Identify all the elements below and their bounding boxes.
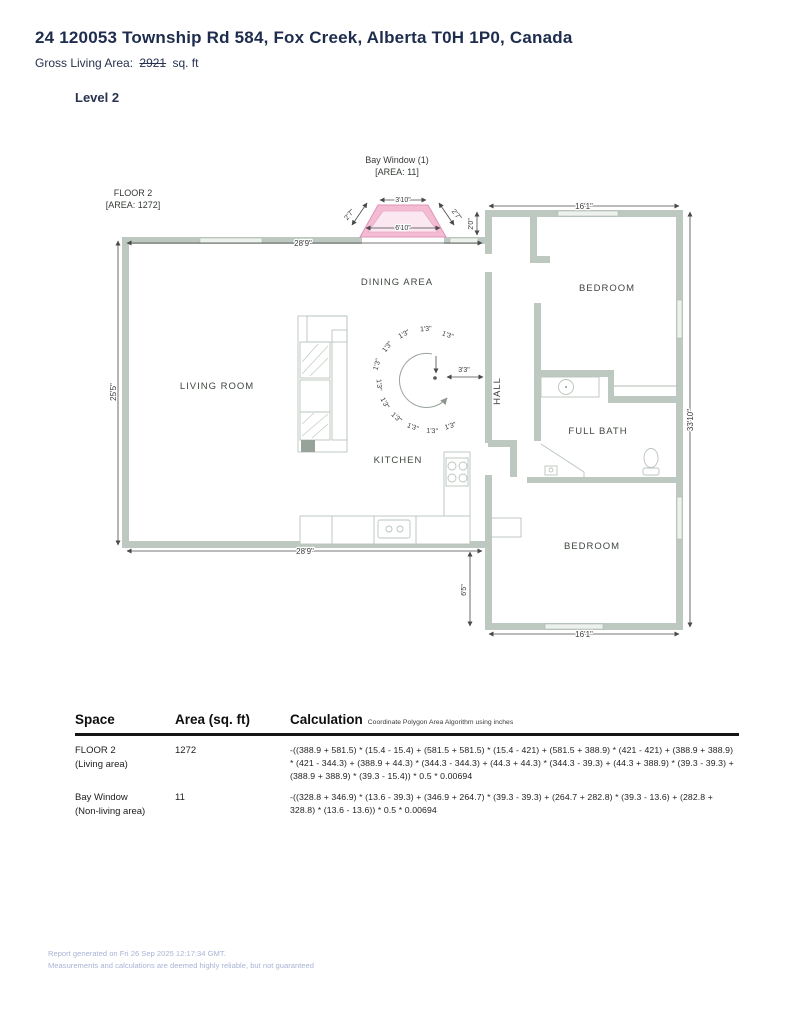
footer-generated-line: Report generated on Fri 26 Sep 2025 12:17:34 GMT. [48, 949, 226, 958]
floor-area-label-line2: [AREA: 1272] [105, 200, 161, 210]
room-labels [180, 277, 635, 552]
calc-table-header [75, 712, 739, 736]
room-label-hall: HALL [492, 377, 503, 405]
table-row-bay-window [75, 783, 739, 819]
room-label-full-bath: FULL BATH [568, 426, 628, 437]
calculation-formula: -((328.8 + 346.9) * (13.6 - 39.3) + (346.9 + 264.7) * (39.3 - 39.3) + (264.7 + 282.8) * (39.3 - 13.6) + (282.8 + 328.8) * (13.6 - 13.6)) * 0.5 * 0.00694 [290, 792, 713, 816]
gross-living-label: Gross Living Area: [35, 56, 134, 70]
col-header-calculation: Calculation [290, 712, 363, 727]
floor-area-label-line1: FLOOR 2 [113, 188, 153, 198]
plan-annotations [106, 155, 429, 210]
dim-stair-step: 1'3" [374, 378, 383, 391]
dim-stair-step: 1'3" [381, 340, 395, 354]
dim-stair-step: 1'3" [440, 330, 455, 341]
space-type: (Living area) [75, 758, 128, 770]
room-label-living: LIVING ROOM [179, 381, 255, 392]
dim-bay-right: 2'7" [449, 208, 463, 222]
room-label-kitchen: KITCHEN [373, 455, 423, 466]
calc-table [75, 712, 739, 819]
dim-stair-step: 1'3" [389, 411, 403, 425]
room-label-dining: DINING AREA [360, 277, 434, 288]
space-name: FLOOR 2 [75, 745, 116, 756]
report-footer [48, 948, 314, 972]
dim-bay-top: 3'10" [395, 197, 411, 204]
dim-stair-step: 1'3" [443, 421, 458, 432]
window-segments [200, 211, 682, 629]
page-title: 24 120053 Township Rd 584, Fox Creek, Alberta T0H 1P0, Canada [35, 28, 573, 47]
dim-stair-step: 1'3" [405, 422, 420, 434]
dim-stair-step: 1'3" [397, 328, 412, 341]
dim-offset-bottom: 6'5" [461, 584, 468, 596]
dim-stair-to-wall: 3'3" [458, 367, 470, 374]
bay-window-shape [360, 205, 446, 237]
col-header-area: Area (sq. ft) [175, 712, 251, 727]
spiral-staircase [373, 326, 483, 436]
toilet [644, 449, 658, 468]
dim-offset-top: 2'0" [468, 218, 475, 230]
gross-living-value: 2921 [139, 56, 167, 70]
fireplace-unit [298, 316, 347, 452]
dim-wing-right: 33'10" [686, 408, 695, 432]
walls [122, 210, 683, 630]
calculation-method-note: Coordinate Polygon Area Algorithm using inches [367, 719, 514, 726]
space-name: Bay Window [75, 792, 128, 804]
gross-living-unit: sq. ft [172, 56, 199, 70]
space-type: (Non-living area) [75, 805, 146, 817]
dim-stair-step: 1'3" [378, 396, 391, 411]
dim-main-top: 28'9" [294, 239, 312, 248]
room-label-bedroom-top: BEDROOM [578, 283, 636, 294]
dim-main-left: 25'5" [109, 383, 118, 401]
dim-stair-step: 1'3" [426, 427, 439, 436]
calculation-formula: -((388.9 + 581.5) * (15.4 - 15.4) + (581.5 + 581.5) * (15.4 - 421) + (581.5 + 388.9) * (421 - 421) + (388.9 + 388.9) * (421 - 344.3) + (388.9 + 44.3) * (344.3 - 344.3) + (44.3 + 44.3) * (344.3 - 39.3) + (44.3 + 388.9) * (39.3 - 39.3) + (388.9 + 388.9) * (39.3 - 15.4)) * 0.5 * 0.00694 [290, 745, 734, 782]
dim-bay-left: 2'7" [343, 208, 357, 222]
shower-wall [541, 444, 584, 472]
col-header-space: Space [75, 712, 115, 727]
bath-vanity [541, 377, 599, 397]
table-row-floor2 [75, 736, 739, 783]
area-value: 1272 [175, 745, 197, 756]
dim-wing-top: 16'1" [575, 202, 593, 211]
bay-window-label-line1: Bay Window (1) [365, 155, 429, 165]
footer-disclaimer-line: Measurements and calculations are deemed highly reliable, but not guaranteed [48, 960, 314, 970]
plan-dimensions [109, 202, 695, 639]
area-value: 11 [175, 792, 185, 804]
bedroom-closet [488, 518, 521, 537]
dim-stair-step: 1'3" [372, 358, 383, 372]
dim-stair-step: 1'3" [419, 325, 432, 334]
room-label-bedroom-bottom: BEDROOM [563, 541, 621, 552]
dim-main-bottom: 28'9" [296, 547, 314, 556]
dim-bay-bottom: 6'10" [395, 225, 411, 232]
dim-wing-bottom: 16'1" [575, 630, 593, 639]
level-label: Level 2 [75, 90, 120, 105]
bay-window-label-line2: [AREA: 11] [375, 167, 419, 177]
